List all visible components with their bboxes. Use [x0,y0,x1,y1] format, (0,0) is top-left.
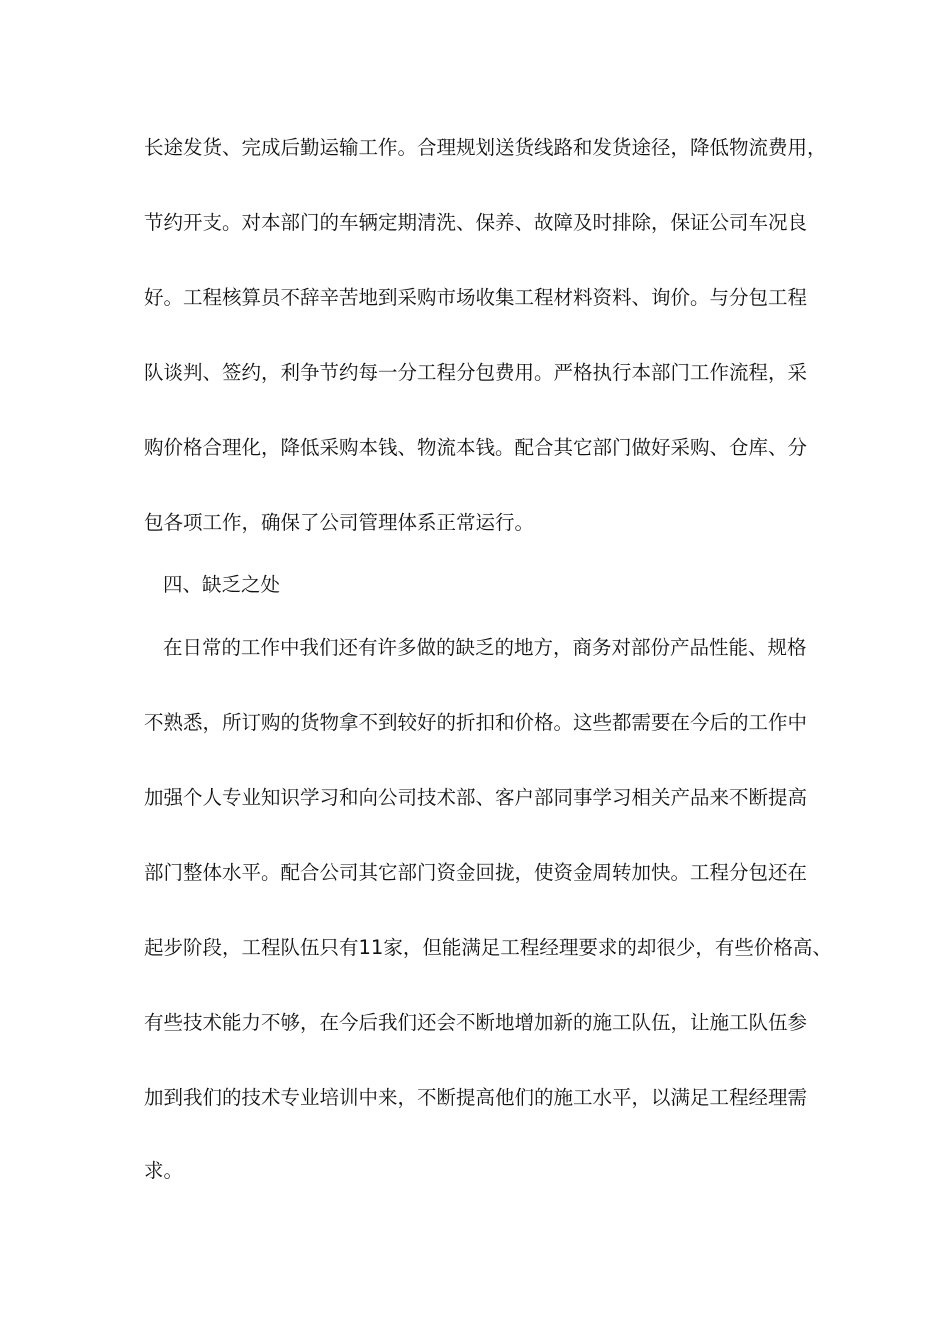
paragraph-line: 有些技术能力不够，在今后我们还会不断地增加新的施工队伍，让施工队伍参 [144,1011,808,1034]
paragraph-line: 好。工程核算员不辞辛苦地到采购市场收集工程材料资料、询价。与分包工程 [144,286,808,309]
paragraph-line: 加强个人专业知识学习和向公司技术部、客户部同事学习相关产品来不断提高 [144,786,808,809]
paragraph-line: 起步阶段，工程队伍只有11家，但能满足工程经理要求的却很少，有些价格高、 [144,936,832,959]
paragraph-line: 节约开支。对本部门的车辆定期清洗、保养、故障及时排除，保证公司车况良 [144,211,808,234]
paragraph-line: 长途发货、完成后勤运输工作。合理规划送货线路和发货途径，降低物流费用， [144,136,827,159]
paragraph-line: 队谈判、签约，利争节约每一分工程分包费用。严格执行本部门工作流程，采 [144,361,808,384]
paragraph-line: 购价格合理化，降低采购本钱、物流本钱。配合其它部门做好采购、仓库、分 [144,436,808,459]
paragraph-line: 部门整体水平。配合公司其它部门资金回拢，使资金周转加快。工程分包还在 [144,861,808,884]
paragraph-line: 不熟悉，所订购的货物拿不到较好的折扣和价格。这些都需要在今后的工作中 [144,711,808,734]
paragraph-line: 包各项工作，确保了公司管理体系正常运行。 [144,511,535,534]
paragraph-line: 加到我们的技术专业培训中来，不断提高他们的施工水平，以满足工程经理需 [144,1086,808,1109]
section-heading: 四、缺乏之处 [163,573,281,596]
paragraph-line: 求。 [144,1159,184,1182]
paragraph-line: 在日常的工作中我们还有许多做的缺乏的地方，商务对部份产品性能、规格 [163,636,807,659]
